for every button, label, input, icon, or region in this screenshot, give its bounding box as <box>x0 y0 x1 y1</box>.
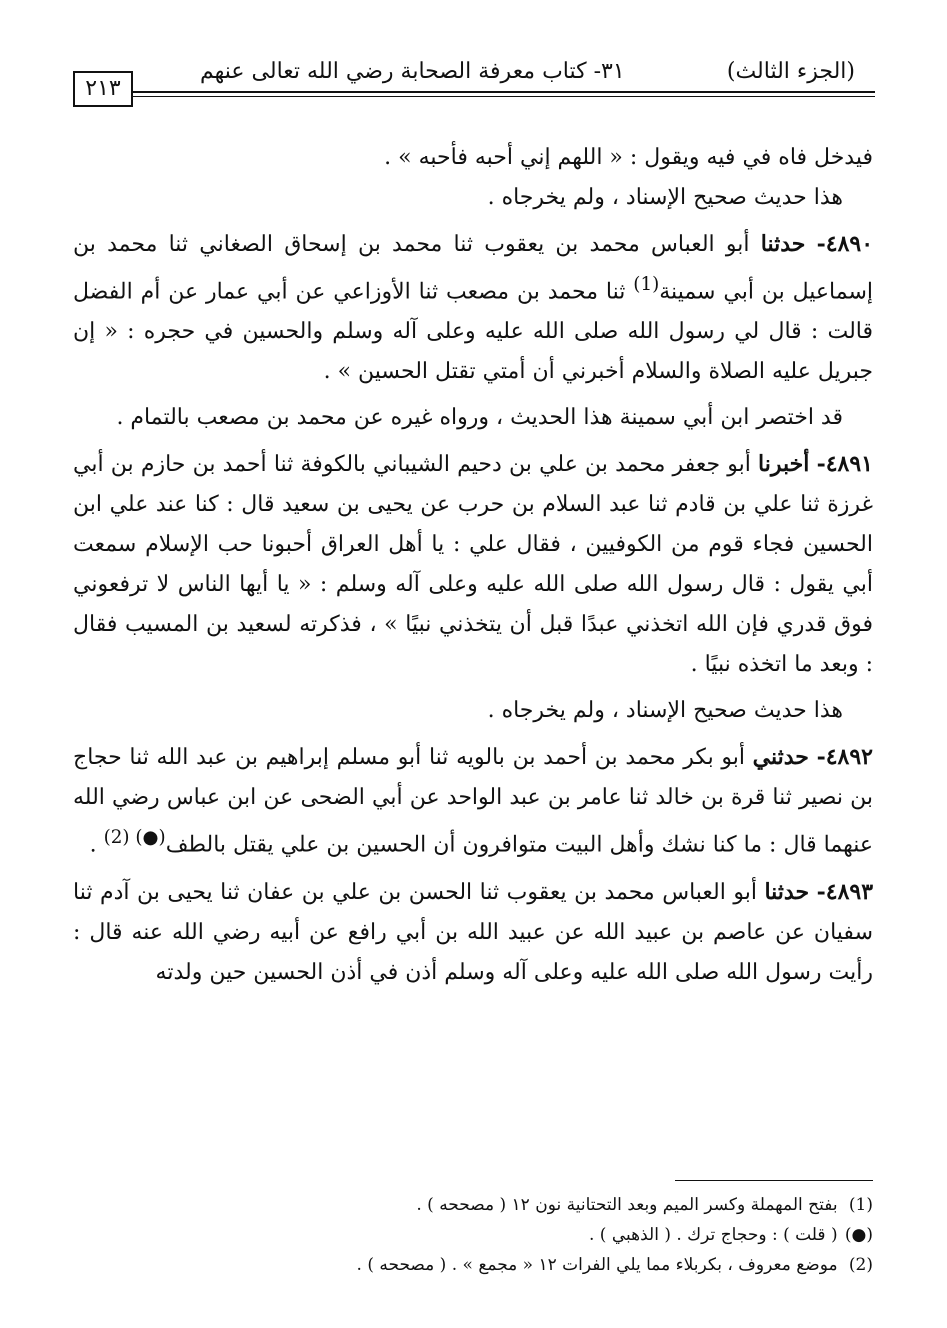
page-number-text: ٢١٣ <box>85 76 121 101</box>
footnote <box>73 1250 873 1280</box>
sentence-end: . <box>89 832 97 858</box>
footnote-ref[interactable]: (1) <box>633 274 660 295</box>
hadith-text-continued: ثنا محمد بن مصعب ثنا الأوزاعي عن أبي عمار عن أم الفضل قالت : قال لي رسول الله صلى الله عليه وعلى آله وسلم والحسين في حجره : « إن جبريل عليه الصلاة والسلام أخبرني أن أمتي تقتل الحسين » . <box>73 279 873 385</box>
footnote-text: موضع معروف ، بكربلاء مما يلي الفرات ١٢ « مجمع » . ( مصححه ) . <box>356 1255 838 1275</box>
hadith-4893 <box>73 872 873 993</box>
hadith-text: أبو العباس محمد بن يعقوب ثنا الحسن بن علي بن عفان ثنا يحيى بن آدم ثنا سفيان عن عاصم بن عبيد الله عن عبيد الله بن أبي رافع عن أبيه رضي الله عنه قال : رأيت رسول الله صلى الله عليه وعلى آله وسلم أذن في أذن الحسين حين ولدته <box>73 879 873 985</box>
footnote-marker: (1) <box>848 1195 873 1215</box>
footnote-marker: (2) <box>848 1255 873 1275</box>
hadith-text: أبو بكر محمد بن أحمد بن بالويه ثنا أبو مسلم إبراهيم بن عبد الله ثنا حجاج بن نصير ثنا قرة بن خالد ثنا عامر بن عبد الواحد عن أبي الضحى عن ابن عباس رضي الله عنهما قال : ما كنا نشك وأهل البيت متوافرون أن الحسين بن علي يقتل بالطف <box>73 745 873 858</box>
hadith-4892 <box>73 737 873 865</box>
hadith-text: أبو جعفر محمد بن علي بن دحيم الشيباني بالكوفة ثنا أحمد بن حازم بن أبي غرزة ثنا علي بن قادم ثنا عبد السلام بن حرب عن يحيى بن سعيد قال : كنا عند علي ابن الحسين فجاء قوم من الكوفيين ، فقال علي : يا أهل العراق أحبونا حب الإسلام سمعت أبي يقول : قال رسول الله صلى الله عليه وعلى آله وسلم : « يا أيها الناس لا ترفعوني فوق قدري فإن الله اتخذني عبدًا قبل أن يتخذني نبيًا » ، فذكرته لسعيد بن المسيب فقال : وبعد ما اتخذه نبيًا . <box>73 452 873 678</box>
header-rule-thick <box>132 91 875 93</box>
hadith-number: ٤٨٩٣- <box>816 878 874 905</box>
footnote-ref[interactable]: (●) (2) <box>103 827 166 849</box>
hadith-lead-word: حدثنا <box>764 878 810 905</box>
page-number <box>73 71 133 107</box>
footnote-text: ( قلت ) : وحجاج ترك . ( الذهبي ) . <box>588 1225 838 1245</box>
footnote <box>73 1190 873 1220</box>
hadith-lead-word: أخبرنا <box>758 451 810 478</box>
volume-label: (الجزء الثالث) <box>726 59 855 84</box>
paragraph: هذا حديث صحيح الإسناد ، ولم يخرجاه . <box>487 185 843 210</box>
paragraph: هذا حديث صحيح الإسناد ، ولم يخرجاه . <box>487 698 843 724</box>
hadith-number: ٤٨٩٠- <box>816 231 874 257</box>
hadith-number: ٤٨٩٢- <box>816 744 873 771</box>
running-header <box>140 52 875 92</box>
hadith-4890 <box>73 224 873 392</box>
footnote-marker: (●) <box>844 1225 873 1245</box>
paragraph: فيدخل فاه في فيه ويقول : « اللهم إني أحبه فأحبه » . <box>384 145 873 170</box>
footnotes <box>73 1190 873 1280</box>
footnote-separator <box>675 1180 873 1181</box>
footnote <box>73 1220 873 1250</box>
main-text <box>73 138 873 993</box>
hadith-lead-word: حدثنا <box>760 231 806 257</box>
hadith-lead-word: حدثني <box>752 744 809 771</box>
hadith-4891 <box>73 444 873 685</box>
header-rule-thin <box>132 96 875 97</box>
hadith-number: ٤٨٩١- <box>816 451 873 478</box>
paragraph: قد اختصر ابن أبي سمينة هذا الحديث ، ورواه غيره عن محمد بن مصعب بالتمام . <box>116 405 843 431</box>
footnote-text: بفتح المهملة وكسر الميم وبعد التحتانية نون ١٢ ( مصححه ) . <box>416 1195 838 1215</box>
book-title: ٣١- كتاب معرفة الصحابة رضي الله تعالى عنهم <box>200 59 625 84</box>
hadith-text: أبو العباس محمد بن يعقوب ثنا محمد بن إسحاق الصغاني ثنا محمد بن إسماعيل بن أبي سمينة <box>73 232 874 305</box>
